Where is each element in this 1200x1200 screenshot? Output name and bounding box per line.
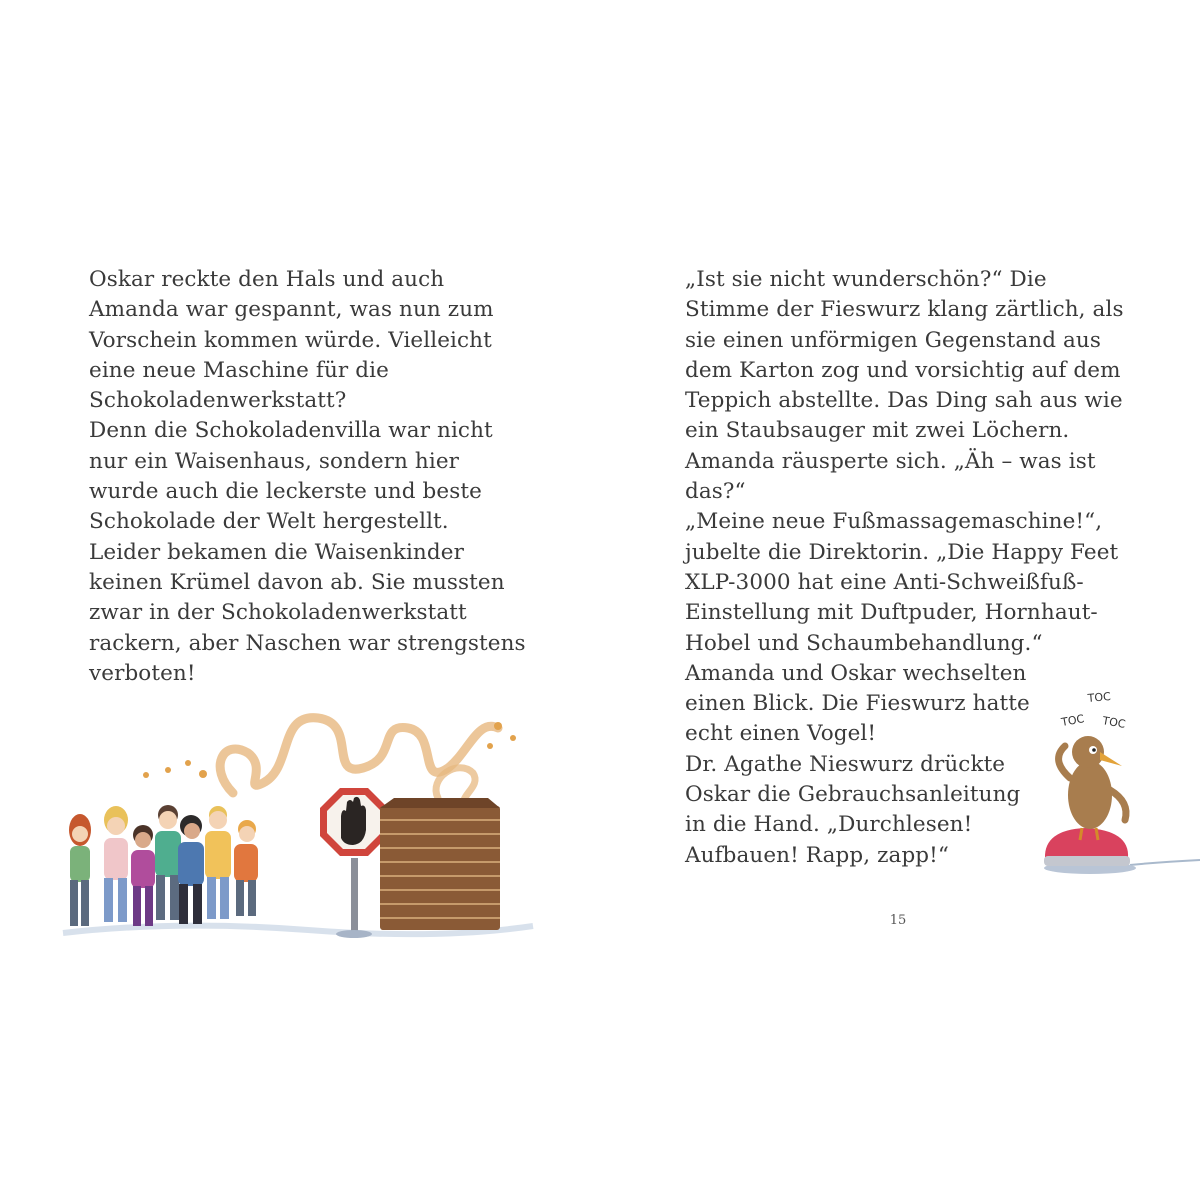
text-line: Denn die Schokoladenvilla war nicht [89,418,493,444]
stop-sign [320,788,388,938]
text-line: in die Hand. „Durchlesen! [685,812,973,838]
text-line: Einstellung mit Duftpuder, Hornhaut- [685,600,1098,626]
sound-word: TOC [1060,712,1086,729]
text-line: Dr. Agathe Nieswurz drückte [685,751,1006,777]
text-line: „Ist sie nicht wunderschön?“ Die [685,267,1047,292]
left-page-text [89,265,529,689]
text-line: Leider bekamen die Waisenkinder [89,539,464,565]
sound-word: TOC [1101,714,1127,731]
text-line: Hobel und Schaumbehandlung.“ [685,630,1043,656]
text-line: verboten! [89,660,196,686]
text-line: eine neue Maschine für die [89,357,389,383]
text-line: Amanda war gespannt, was nun zum [89,297,494,323]
text-line: Aufbauen! Rapp, zapp!“ [685,842,950,868]
sound-word: TOC [1087,690,1112,705]
text-line: Schokolade der Welt hergestellt. [89,509,449,535]
text-line: Stimme der Fieswurz klang zärtlich, als [685,297,1124,323]
text-line: echt einen Vogel! [685,721,877,747]
bird-on-machine-illustration [1030,680,1200,880]
text-line: Amanda räusperte sich. „Äh – was ist [685,448,1096,474]
text-line: Amanda und Oskar wechselten [685,660,1027,686]
text-line: keinen Krümel davon ab. Sie mussten [89,569,505,595]
children-stop-sign-illustration [58,698,538,948]
text-line: einen Blick. Die Fieswurz hatte [685,691,1030,717]
text-line: wurde auch die leckerste und beste [89,479,482,505]
text-line: Schokoladenwerkstatt? [89,388,347,414]
page-number: 15 [889,913,907,928]
text-line: zwar in der Schokoladenwerkstatt [89,600,467,626]
chocolate-box-stack [380,798,500,930]
text-line: ein Staubsauger mit zwei Löchern. [685,418,1070,444]
text-line: Teppich abstellte. Das Ding sah aus wie [685,388,1123,414]
text-line: Oskar reckte den Hals und auch [89,267,445,292]
text-line: jubelte die Direktorin. „Die Happy Feet [685,539,1119,565]
text-line: nur ein Waisenhaus, sondern hier [89,448,460,474]
text-line: dem Karton zog und vorsichtig auf dem [685,357,1121,383]
text-line: rackern, aber Naschen war strengstens [89,630,526,656]
children-group [69,805,258,926]
text-line: XLP-3000 hat eine Anti-Schweißfuß- [685,569,1084,595]
text-line: sie einen unförmigen Gegenstand aus [685,327,1101,353]
text-line: „Meine neue Fußmassagemaschine!“, [685,509,1103,535]
text-line: das?“ [685,479,746,505]
text-line: Vorschein kommen würde. Vielleicht [89,327,492,353]
text-line: Oskar die Gebrauchsanleitung [685,782,1021,808]
